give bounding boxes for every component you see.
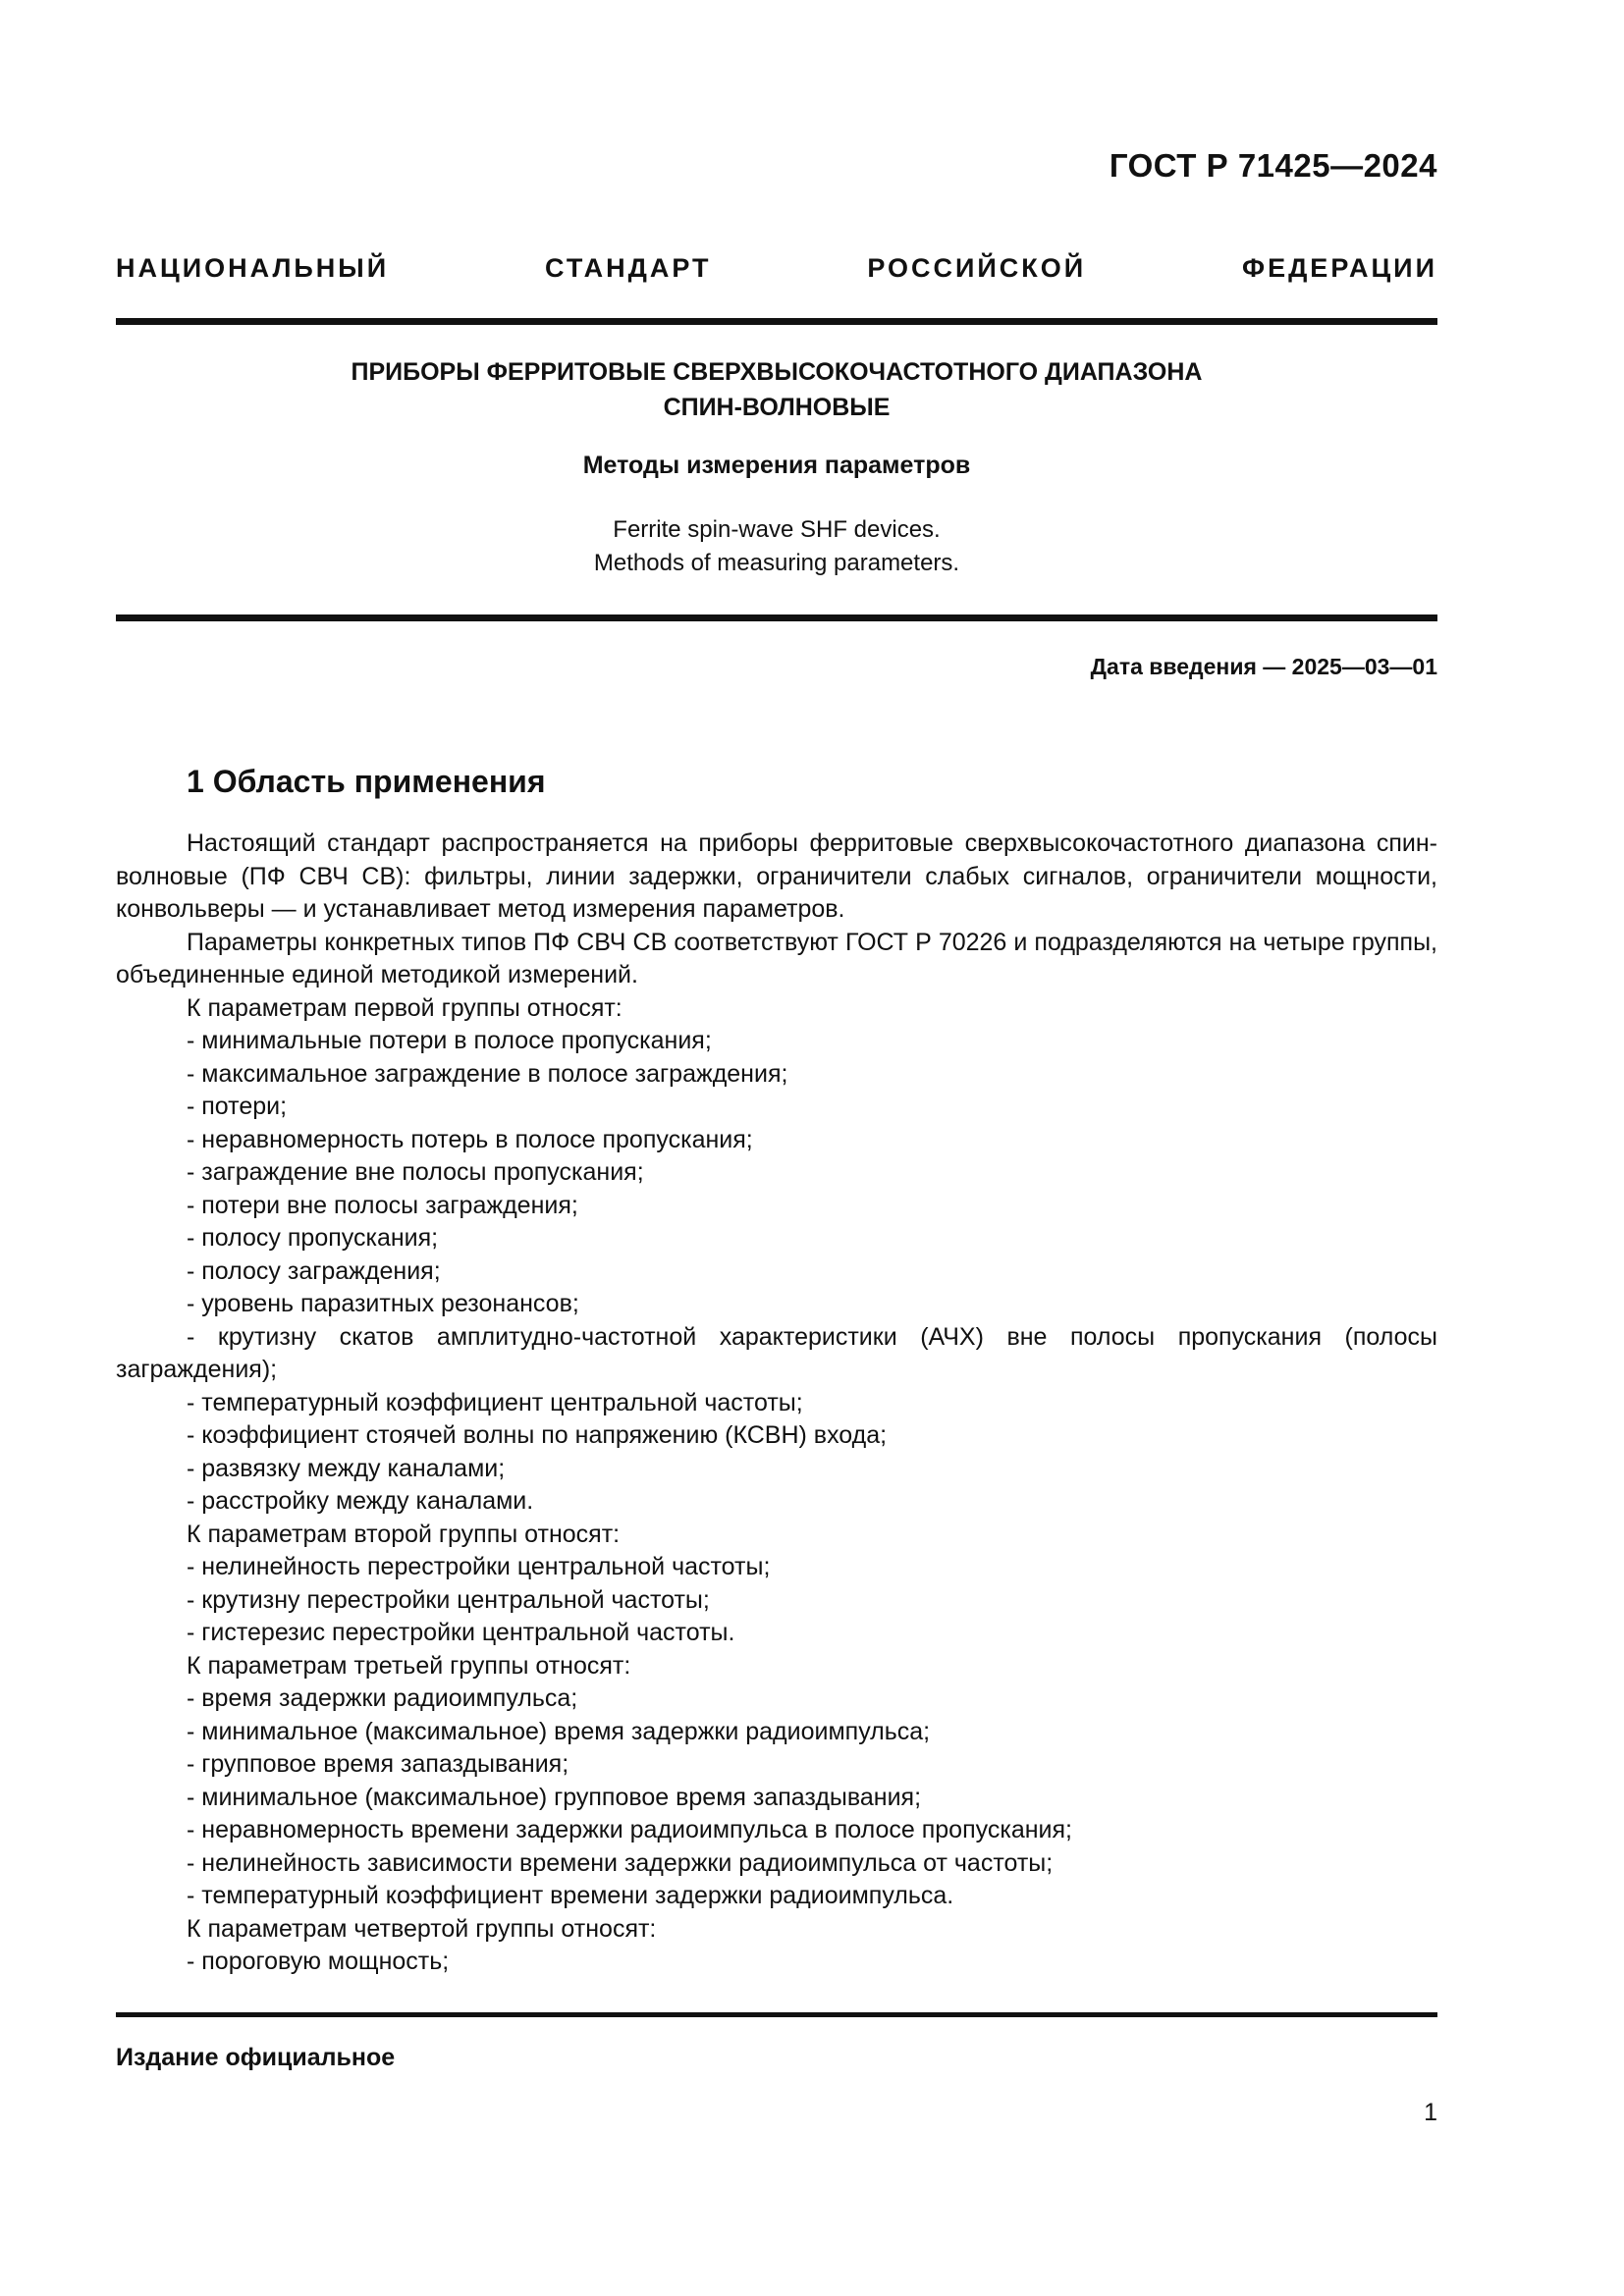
- section-body: [116, 828, 1437, 1979]
- title-rule: [116, 614, 1437, 621]
- title-line-1: ПРИБОРЫ ФЕРРИТОВЫЕ СВЕРХВЫСОКОЧАСТОТНОГО ДИАПАЗОНА: [351, 358, 1203, 386]
- list-item: - нелинейность зависимости времени задержки радиоимпульса от частоты;: [187, 1848, 1054, 1877]
- english-title: [116, 513, 1437, 580]
- list-item: - потери вне полосы заграждения;: [187, 1191, 578, 1219]
- list-item: - крутизну перестройки центральной частоты;: [187, 1585, 710, 1614]
- document-subtitle: Методы измерения параметров: [582, 452, 971, 479]
- list-item: - развязку между каналами;: [187, 1454, 506, 1482]
- page-number: 1: [1424, 2099, 1437, 2126]
- list-item: - неравномерность времени задержки радиоимпульса в полосе пропускания;: [187, 1816, 1072, 1843]
- top-rule: [116, 318, 1437, 325]
- list-item: - заграждение вне полосы пропускания;: [187, 1158, 644, 1186]
- english-title-line-1: Ferrite spin-wave SHF devices.: [613, 516, 941, 543]
- list-item: - минимальные потери в полосе пропускания;: [187, 1027, 712, 1054]
- list-item: - расстройку между каналами.: [187, 1487, 534, 1515]
- list-item: - температурный коэффициент времени задержки радиоимпульса.: [187, 1882, 954, 1909]
- list-item: - крутизну скатов амплитудно-частотной характеристики (АЧХ) вне полосы пропускания (полосы заграждения);: [116, 1322, 1437, 1383]
- list-item: - температурный коэффициент центральной частоты;: [187, 1388, 803, 1416]
- group3-intro: К параметрам третьей группы относят:: [187, 1651, 631, 1680]
- list-item: - групповое время запаздывания;: [187, 1750, 569, 1778]
- title-line-2: СПИН-ВОЛНОВЫЕ: [663, 394, 891, 421]
- list-item: - коэффициент стоячей волны по напряжению (КСВН) входа;: [187, 1421, 888, 1449]
- paragraph-groups: Параметры конкретных типов ПФ СВЧ СВ соответствуют ГОСТ Р 70226 и подразделяются на четыре группы, объединенные единой методикой измерений.: [116, 928, 1437, 988]
- list-item: - минимальное (максимальное) групповое время запаздывания;: [187, 1783, 922, 1811]
- section-heading: 1 Область применения: [187, 764, 546, 799]
- english-title-line-2: Methods of measuring parameters.: [593, 550, 960, 576]
- list-item: - потери;: [187, 1093, 288, 1120]
- list-item: - полосу пропускания;: [187, 1224, 439, 1252]
- footer-rule: [116, 2012, 1437, 2017]
- list-item: - уровень паразитных резонансов;: [187, 1290, 579, 1317]
- group1-intro: К параметрам первой группы относят:: [187, 993, 623, 1022]
- list-item: - максимальное заграждение в полосе заграждения;: [187, 1059, 788, 1088]
- group2-intro: К параметрам второй группы относят:: [187, 1520, 621, 1548]
- list-item: - время задержки радиоимпульса;: [187, 1684, 578, 1712]
- list-item: - гистерезис перестройки центральной частоты.: [187, 1619, 735, 1646]
- introduction-date: Дата введения — 2025—03—01: [1090, 654, 1437, 679]
- group4-intro: К параметрам четвертой группы относят:: [187, 1914, 657, 1943]
- list-item: - пороговую мощность;: [187, 1948, 450, 1975]
- list-item: - минимальное (максимальное) время задержки радиоимпульса;: [187, 1717, 931, 1745]
- document-title: [116, 354, 1437, 425]
- document-number: ГОСТ Р 71425—2024: [1109, 147, 1437, 184]
- list-item: - неравномерность потерь в полосе пропускания;: [187, 1125, 753, 1153]
- list-item: - нелинейность перестройки центральной частоты;: [187, 1553, 771, 1580]
- paragraph-scope: Настоящий стандарт распространяется на приборы ферритовые сверхвысокочастотного диапазона спин-волновые (ПФ СВЧ СВ): фильтры, линии задержки, ограничители слабых сигналов, ограничители мощности, конвольверы — и устанавливает метод измерения параметров.: [116, 829, 1437, 923]
- official-edition-label: Издание официальное: [116, 2044, 396, 2071]
- national-standard-banner: НАЦИОНАЛЬНЫЙ СТАНДАРТ РОССИЙСКОЙ ФЕДЕРАЦИИ: [116, 253, 1437, 283]
- list-item: - полосу заграждения;: [187, 1256, 441, 1285]
